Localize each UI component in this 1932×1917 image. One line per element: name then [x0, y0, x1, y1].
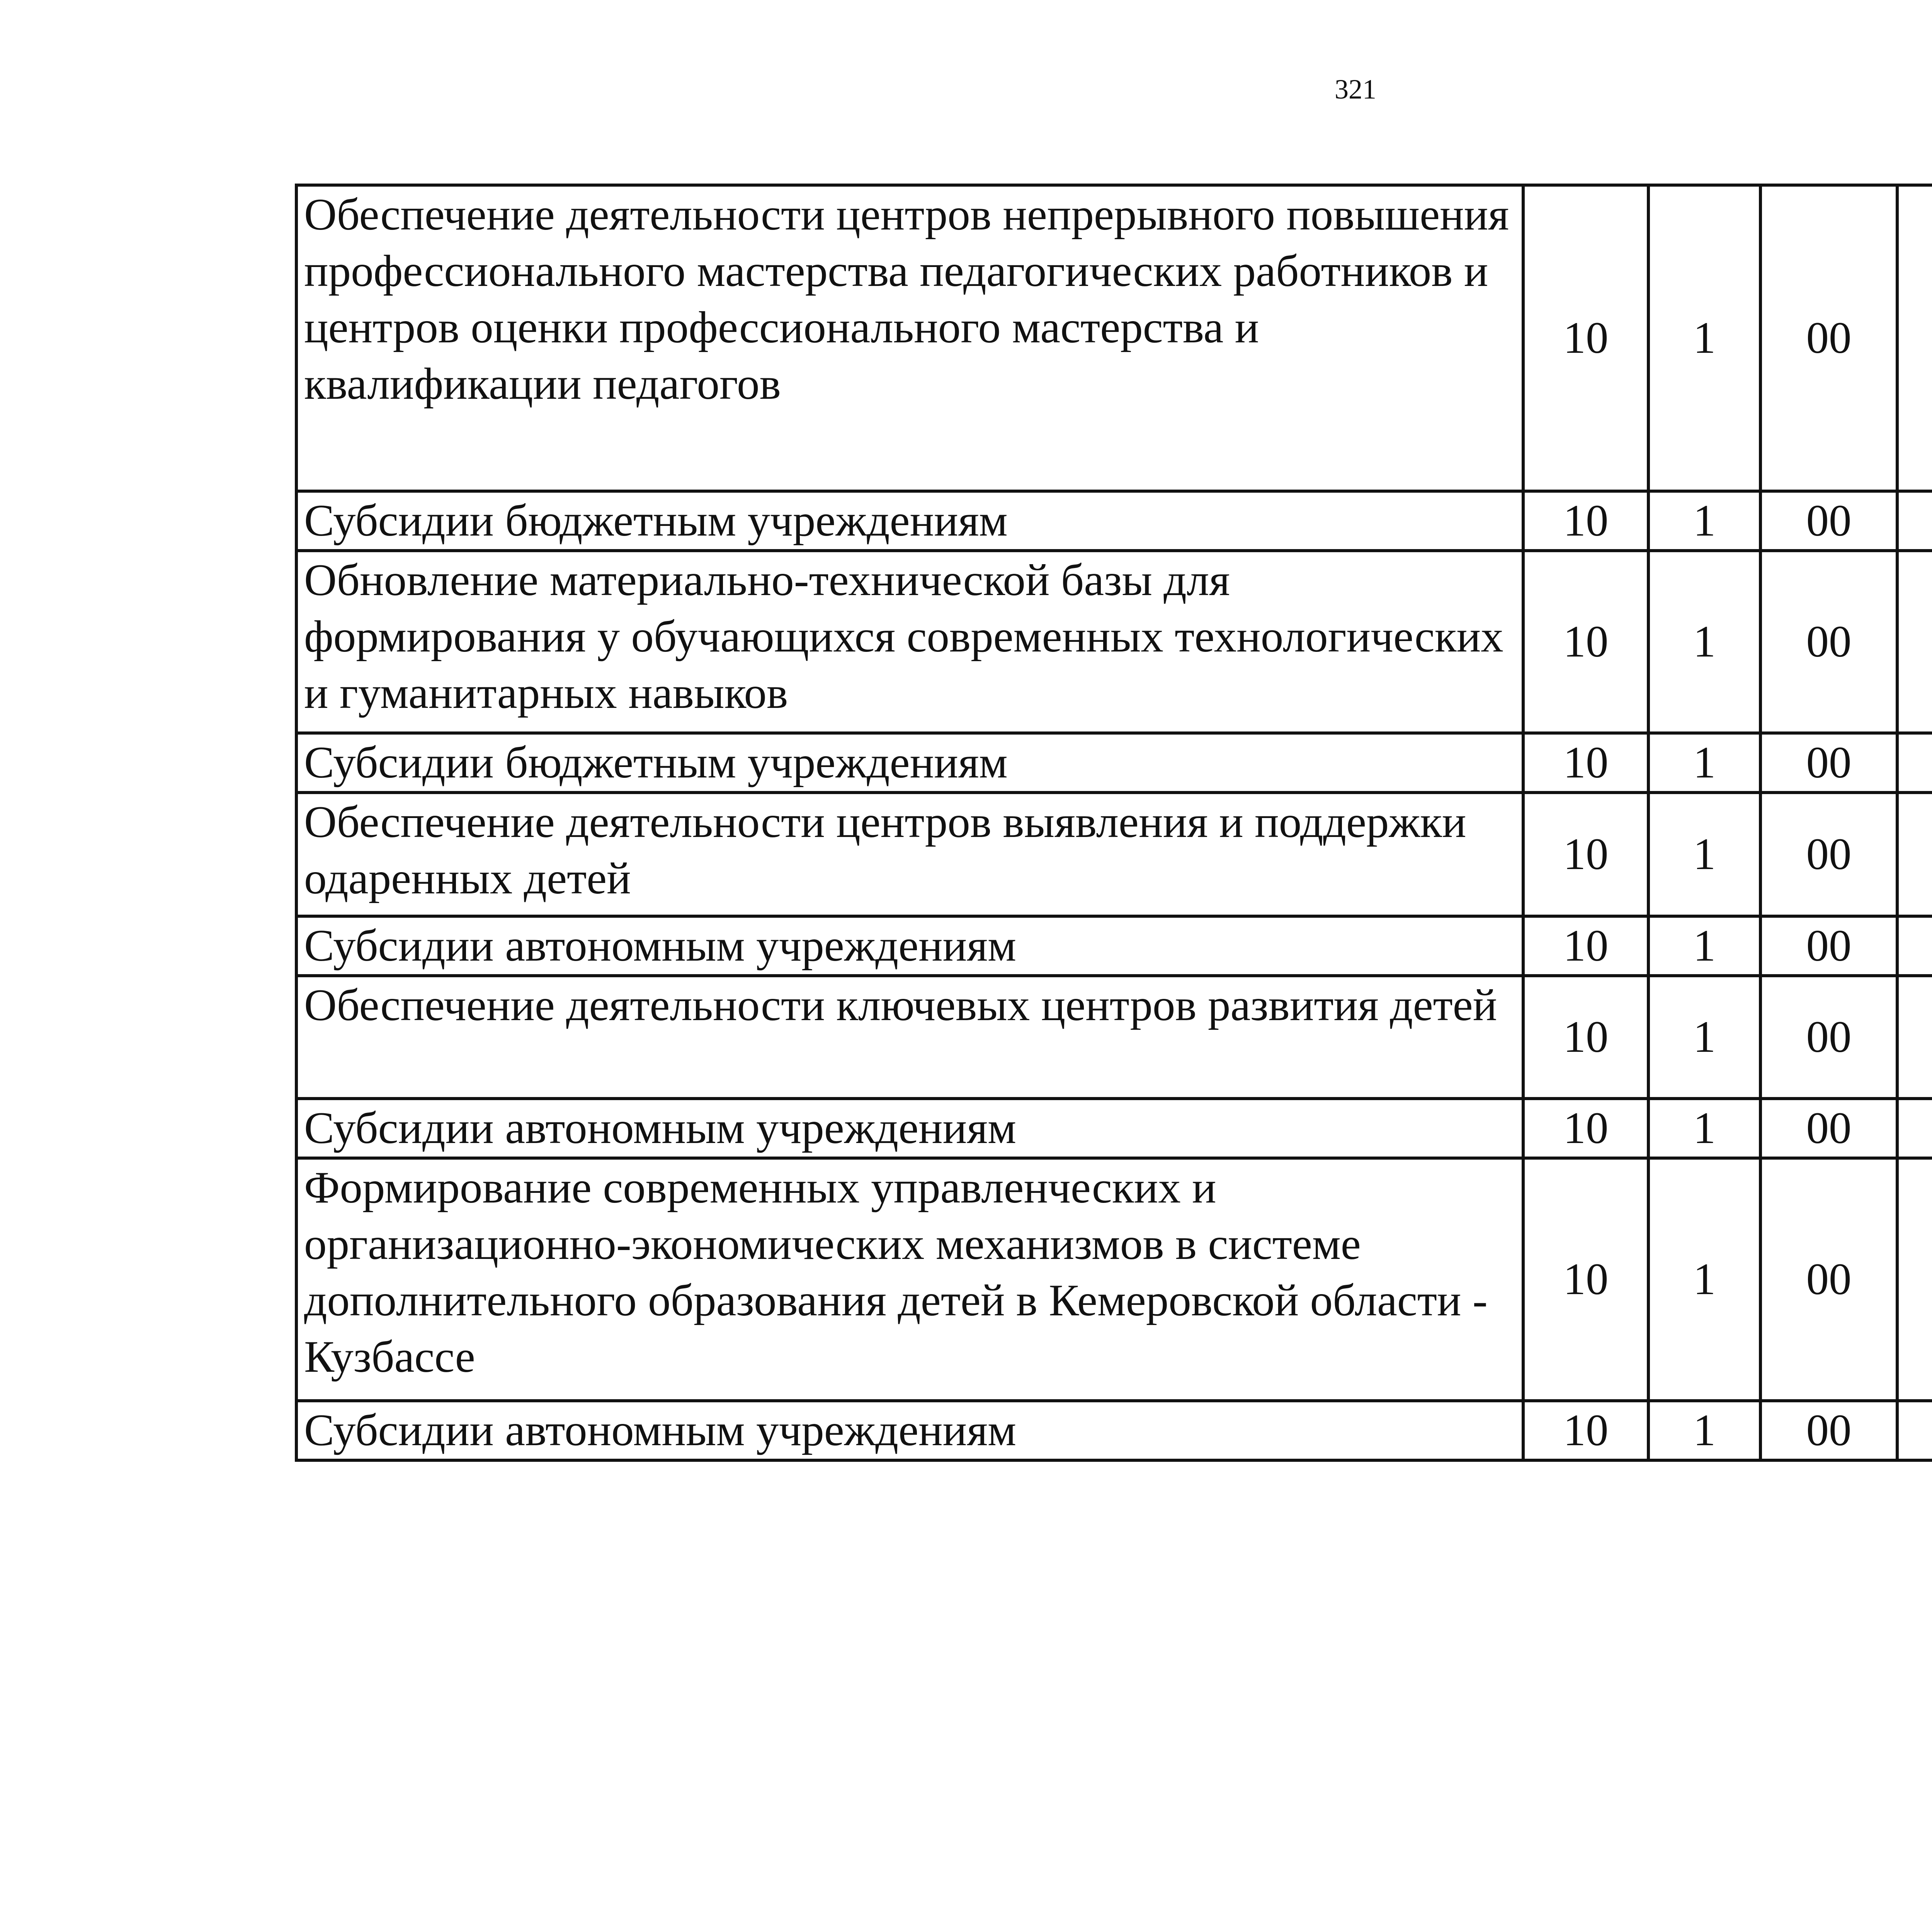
direction-code-cell [1897, 551, 1932, 733]
table-row [296, 1401, 1932, 1460]
table-row [296, 551, 1932, 733]
program-code-cell: 1 [1648, 1401, 1760, 1460]
row-name-cell: Формирование современных управленческих и организационно-экономических механизмов в системе дополнительного образования детей в Кемеровской области - Кузбассе [296, 1158, 1523, 1401]
direction-code-cell [1897, 491, 1932, 551]
subprogram-code-cell: 00 [1760, 551, 1897, 733]
table-row [296, 491, 1932, 551]
section-code-cell: 10 [1523, 1158, 1648, 1401]
direction-code-cell [1897, 1158, 1932, 1401]
subprogram-code-cell: 00 [1760, 491, 1897, 551]
table-row [296, 793, 1932, 916]
program-code-cell: 1 [1648, 551, 1760, 733]
direction-code-cell [1897, 976, 1932, 1099]
subprogram-code-cell: 00 [1760, 733, 1897, 793]
section-code-cell: 10 [1523, 793, 1648, 916]
row-name-cell: Субсидии автономным учреждениям [296, 1401, 1523, 1460]
page-number: 321 [1335, 74, 1376, 105]
table-row [296, 1158, 1932, 1401]
subprogram-code-cell: 00 [1760, 1099, 1897, 1158]
direction-code-cell [1897, 1099, 1932, 1158]
section-code-cell: 10 [1523, 551, 1648, 733]
direction-code-cell [1897, 185, 1932, 491]
program-code-cell: 1 [1648, 491, 1760, 551]
subprogram-code-cell: 00 [1760, 1158, 1897, 1401]
direction-code-cell [1897, 1401, 1932, 1460]
program-code-cell: 1 [1648, 1099, 1760, 1158]
budget-table [295, 184, 1932, 1462]
section-code-cell: 10 [1523, 1401, 1648, 1460]
table-row [296, 976, 1932, 1099]
program-code-cell: 1 [1648, 793, 1760, 916]
row-name-cell: Субсидии бюджетным учреждениям [296, 491, 1523, 551]
section-code-cell: 10 [1523, 491, 1648, 551]
row-name-cell: Субсидии автономным учреждениям [296, 916, 1523, 976]
program-code-cell: 1 [1648, 185, 1760, 491]
row-name-cell: Обеспечение деятельности ключевых центров развития детей [296, 976, 1523, 1099]
direction-code-cell [1897, 916, 1932, 976]
table-row [296, 733, 1932, 793]
subprogram-code-cell: 00 [1760, 793, 1897, 916]
row-name-cell: Обеспечение деятельности центров выявления и поддержки одаренных детей [296, 793, 1523, 916]
direction-code-cell [1897, 793, 1932, 916]
table-row [296, 1099, 1932, 1158]
row-name-cell: Обновление материально-технической базы для формирования у обучающихся современных технологических и гуманитарных навыков [296, 551, 1523, 733]
section-code-cell: 10 [1523, 976, 1648, 1099]
table-row [296, 916, 1932, 976]
subprogram-code-cell: 00 [1760, 185, 1897, 491]
row-name-cell: Обеспечение деятельности центров непрерывного повышения профессионального мастерства педагогических работников и центров оценки профессионального мастерства и квалификации педагогов [296, 185, 1523, 491]
program-code-cell: 1 [1648, 1158, 1760, 1401]
direction-code-cell [1897, 733, 1932, 793]
subprogram-code-cell: 00 [1760, 976, 1897, 1099]
program-code-cell: 1 [1648, 733, 1760, 793]
section-code-cell: 10 [1523, 1099, 1648, 1158]
section-code-cell: 10 [1523, 733, 1648, 793]
section-code-cell: 10 [1523, 185, 1648, 491]
program-code-cell: 1 [1648, 916, 1760, 976]
row-name-cell: Субсидии бюджетным учреждениям [296, 733, 1523, 793]
subprogram-code-cell: 00 [1760, 1401, 1897, 1460]
subprogram-code-cell: 00 [1760, 916, 1897, 976]
table-row [296, 185, 1932, 491]
section-code-cell: 10 [1523, 916, 1648, 976]
row-name-cell: Субсидии автономным учреждениям [296, 1099, 1523, 1158]
program-code-cell: 1 [1648, 976, 1760, 1099]
